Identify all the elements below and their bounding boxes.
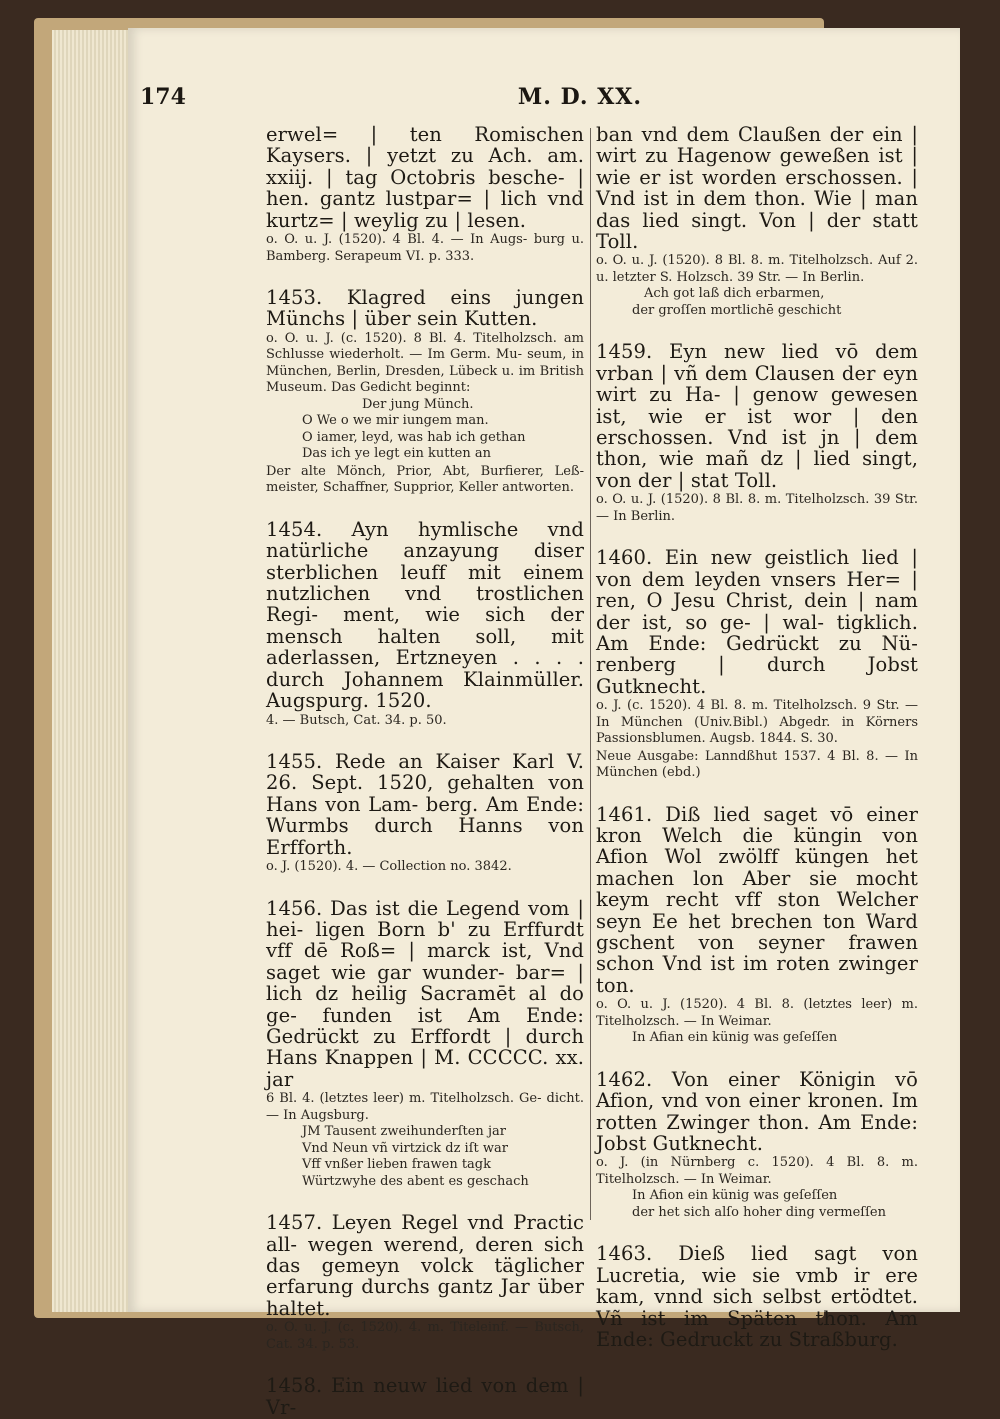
verse-quote — [596, 1188, 918, 1221]
entry-1454 — [266, 519, 584, 729]
verse-line: Das ich ye legt ein kutten an — [302, 446, 491, 462]
verse-line: Der jung Münch. — [362, 396, 474, 412]
entry-title: 1458. Ein neuw lied von dem | Vr- — [266, 1374, 584, 1419]
entry-note: o. O. u. J. (1520). 8 Bl. 8. m. Titelholzsch. 39 Str. — In Berlin. — [596, 492, 918, 524]
entry-continuation — [266, 124, 584, 265]
entry-title: 1457. Leyen Regel vnd Practic all- wegen werend, deren sich das gemeyn volck täglicher erfarung durchs gantz Jar über haltet. — [266, 1211, 584, 1320]
entry-note: o. O. u. J. (1520). 4 Bl. 4. — In Augs- burg u. Bamberg. Serapeum VI. p. 333. — [266, 232, 584, 264]
verse-quote — [596, 1030, 918, 1047]
entry-note: 4. — Butsch, Cat. 34. p. 50. — [266, 712, 447, 728]
entry-title: 1455. Rede an Kaiser Karl V. 26. Sept. 1520, gehalten von Hans von Lam- berg. Am Ende: Wurmbs durch Hanns von Erfforth. — [266, 750, 584, 859]
entry-note: o. O. u. J. (1520). 4 Bl. 8. (letztes leer) m. Titelholzsch. — In Weimar. — [596, 997, 918, 1029]
entry-note: o. O. u. J. (c. 1520). 8 Bl. 4. Titelholzsch. am Schlusse wiederholt. — Im Germ. Mu- seum, in München, Berlin, Dresden, Lübeck u. im British Museum. Das Gedicht beginnt: — [266, 330, 584, 396]
entry-1458-continued — [596, 124, 918, 319]
entry-title: 1460. Ein new geistlich lied | von dem leyden vnsers Her= | ren, O Jesu Christ, dein | nam der ist, so ge- | wal- tigklich. Am Ende: Gedrückt zu Nü- renberg | durch Jobst Gutknecht. — [596, 546, 918, 698]
entry-1461 — [596, 804, 918, 1047]
entry-1457 — [266, 1212, 584, 1353]
verse-line: der het sich alſo hoher ding vermeſſen — [632, 1204, 886, 1220]
entry-title: 1461. Diß lied saget vō einer kron Welch die küngin von Afion Wol zwölff küngen het machen lon Aber sie mocht keym recht vff ston Welcher seyn Ee het brechen ton Ward gschent von seyner frawen schon Vnd ist im roten zwinger ton. — [596, 802, 918, 997]
entry-1459 — [596, 341, 918, 525]
entry-note: o. J. (c. 1520). 4 Bl. 8. m. Titelholzsch. 9 Str. — In München (Univ.Bibl.) Abgedr. in Körners Passionsblumen. Augsb. 1844. S. 30. — [596, 698, 918, 747]
left-column — [266, 124, 584, 1418]
verse-quote — [266, 397, 584, 463]
entry-1462 — [596, 1069, 918, 1222]
right-column — [596, 124, 918, 1350]
entry-note: 6 Bl. 4. (letztes leer) m. Titelholzsch. Ge- dicht. — In Augsburg. — [266, 1091, 584, 1123]
verse-line: In Afion ein künig was geſeſſen — [632, 1188, 838, 1204]
entry-note: o. O. u. J. (c. 1520). 4. m. Titeleinf. — Butsch, Cat. 34. p. 53. — [266, 1320, 584, 1352]
entry-1460 — [596, 547, 918, 781]
verse-line: Ach got laß dich erbarmen, — [644, 286, 825, 302]
verse-line: O iamer, leyd, was hab ich gethan — [302, 429, 526, 445]
verse-line: Vff vnßer lieben frawen tagk — [302, 1157, 492, 1173]
verse-line: Vnd Neun vñ virtzick dz iſt war — [302, 1140, 508, 1156]
verse-line: Würtzwyhe des abent es geschach — [302, 1173, 529, 1189]
entry-title: 1463. Dieß lied sagt von Lucretia, wie sie vmb ir ere kam, vnnd sich selbst ertödtet. Vñ ist im Späten thon. Am Ende: Gedruckt zu Straßburg. — [596, 1242, 918, 1352]
running-head: M. D. XX. — [517, 84, 642, 110]
scan-background — [960, 28, 1000, 1312]
verse-line: O We o we mir iungem man. — [302, 413, 489, 429]
entry-title: ban vnd dem Claußen der ein | wirt zu Hagenow geweßen ist | wie er ist worden erschossen. | Vnd ist in dem thon. Wie | man das lied singt. Von | der statt Toll. — [596, 123, 918, 254]
entry-note: o. O. u. J. (1520). 8 Bl. 8. m. Titelholzsch. Auf 2. u. letzter S. Holzsch. 39 Str. — In Berlin. — [596, 253, 918, 285]
column-divider — [590, 128, 591, 1220]
entry-1463 — [596, 1243, 918, 1350]
entry-note: Der alte Mönch, Prior, Abt, Burfierer, Leß- meister, Schaffner, Supprior, Keller antworten. — [266, 463, 584, 496]
entry-note: Neue Ausgabe: Lanndßhut 1537. 4 Bl. 8. — In München (ebd.) — [596, 748, 918, 781]
entry-note: o. J. (1520). 4. — Collection no. 3842. — [266, 859, 512, 875]
verse-line: JM Tausent zweihunderſten jar — [302, 1124, 506, 1140]
page-number: 174 — [140, 84, 186, 110]
entry-1456 — [266, 898, 584, 1191]
entry-note: o. J. (in Nürnberg c. 1520). 4 Bl. 8. m. Titelholzsch. — In Weimar. — [596, 1155, 918, 1187]
entry-title: 1462. Von einer Königin vō Afion, vnd von einer kronen. Im rotten Zwinger thon. Am Ende: Jobst Gutknecht. — [596, 1067, 918, 1155]
verse-quote — [596, 286, 918, 319]
entry-title: 1456. Das ist die Legend vom | hei- ligen Born b' zu Erffurdt vff dē Roß= | marck ist, Vnd saget wie gar wunder- bar= | lich dz heilig Sacramēt al do ge- funden ist Am Ende: Gedrückt zu Erffordt | durch Hans Knappen | M. CCCCC. xx. jar — [266, 896, 584, 1091]
verse-line: der groſſen mortlichē geschicht — [632, 302, 842, 318]
entry-1455 — [266, 751, 584, 876]
entry-1458 — [266, 1375, 584, 1418]
entry-title: erwel= | ten Romischen Kaysers. | yetzt zu Ach. am. xxiij. | tag Octobris besche- | hen. gantz lustpar= | lich vnd kurtz= | weylig zu | lesen. — [266, 123, 584, 232]
entry-1453 — [266, 287, 584, 497]
entry-title: 1454. Ayn hymlische vnd natürliche anzayung diser sterblichen leuff mit einem nutzlichen vnd trostlichen Regi- ment, wie sich der mensch halten soll, mit aderlassen, Ertzneyen . . . . durch Johannem Klainmüller. Augspurg. 1520. — [266, 517, 584, 713]
verse-quote — [266, 1124, 584, 1190]
entry-title: 1453. Klagred eins jungen Münchs | über sein Kutten. — [266, 286, 584, 331]
verse-line: In Afian ein künig was geſeſſen — [632, 1030, 838, 1046]
entry-title: 1459. Eyn new lied vō dem vrban | vñ dem Clausen der eyn wirt zu Ha- | genow gewesen ist, wie er ist wor | den erschossen. Vnd ist jn | dem thon, wie mañ dz | lied singt, von der | stat Toll. — [596, 340, 918, 492]
